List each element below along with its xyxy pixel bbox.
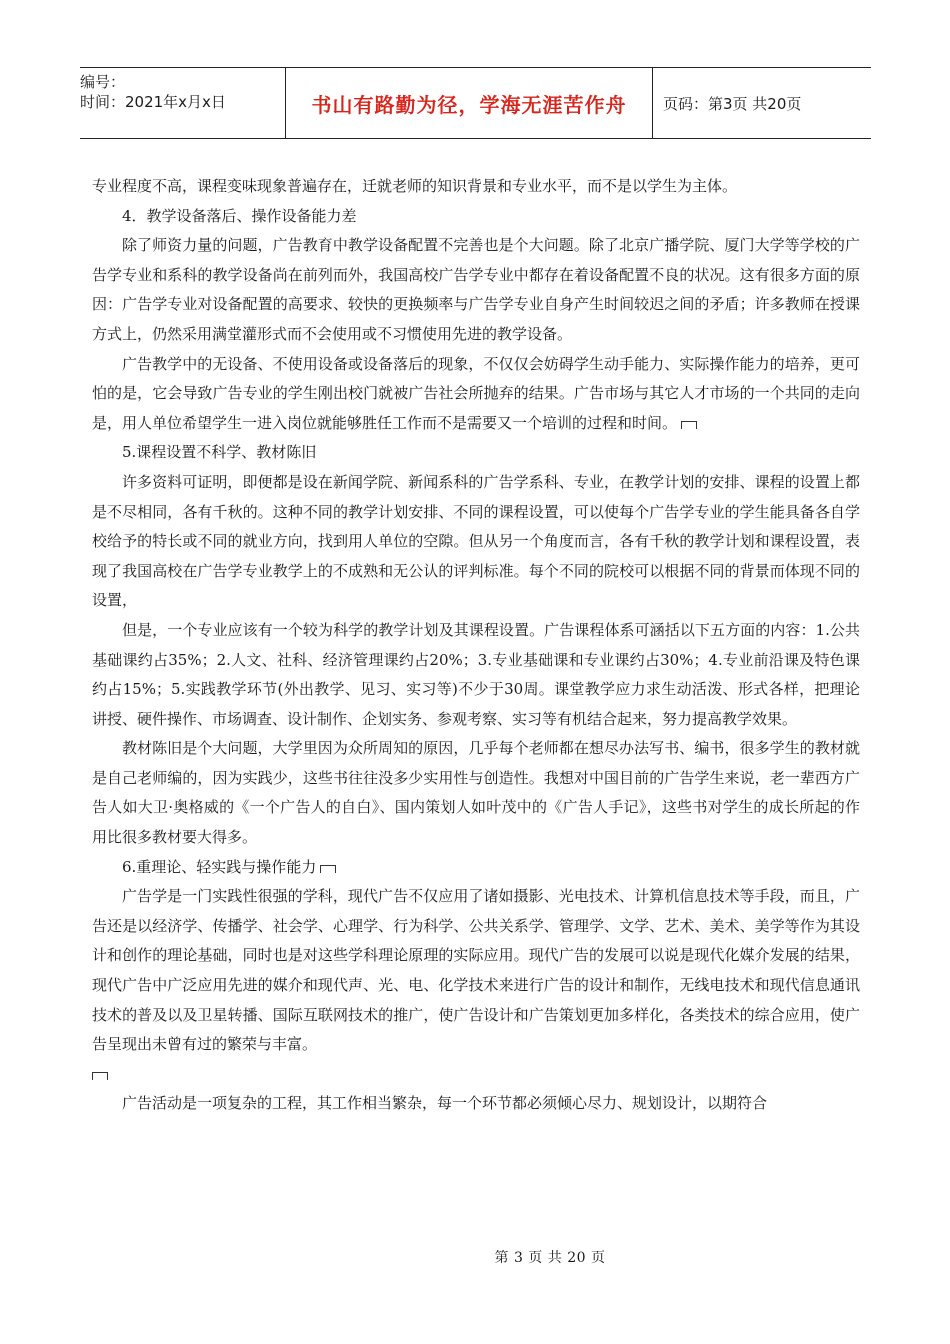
- header-meta: [80, 68, 285, 138]
- header-page-info: [653, 68, 871, 138]
- header-motto: 书山有路勤为径，学海无涯苦作舟: [311, 92, 627, 117]
- footer-page-number: 第 3 页 共 20 页: [494, 1250, 606, 1266]
- paragraph-mark-icon: [92, 1072, 108, 1080]
- paragraph-mark-icon: [681, 421, 697, 429]
- section-heading-text: 6.重理论、轻实践与操作能力: [122, 857, 317, 876]
- paragraph-text: 广告教学中的无设备、不使用设备或设备落后的现象，不仅仅会妨碍学生动手能力、实际操作能力的培养，更可怕的是，它会导致广告专业的学生刚出校门就被广告社会所抛弃的结果。广告市场与其它人才市场的一个共同的走向是，用人单位希望学生一进入岗位就能够胜任工作而不是需要又一个培训的过程和时间。: [92, 354, 860, 432]
- header-page-label: 页码：第3页 共20页: [663, 94, 802, 113]
- paragraph: 专业程度不高，课程变味现象普遍存在，迁就老师的知识背景和专业水平，而不是以学生为主体。: [92, 177, 738, 195]
- paragraph-with-mark: [92, 350, 860, 439]
- paragraph: 教材陈旧是个大问题，大学里因为众所周知的原因，几乎每个老师都在想尽办法写书、编书，很多学生的教材就是自己老师编的，因为实践少，这些书往往没多少实用性与创造性。我想对中国目前的广告学生来说，老一辈西方广告人如大卫·奥格威的《一个广告人的自白》、国内策划人如叶茂中的《广告人手记》，这些书对学生的成长所起的作用比很多教材要大得多。: [92, 739, 860, 847]
- paragraph-mark-icon: [320, 865, 336, 873]
- section-heading-with-mark: [92, 853, 860, 883]
- document-body: [92, 172, 860, 1119]
- document-number-label: 编号：: [80, 73, 126, 91]
- paragraph: 但是，一个专业应该有一个较为科学的教学计划及其课程设置。广告课程体系可涵括以下五方面的内容：1.公共基础课约占35%；2.人文、社科、经济管理课约占20%；3.专业基础课和专业课约占30%；4.专业前沿课及特色课约占15%；5.实践教学环节(外出教学、见习、实习等)不少于30周。课堂教学应力求生动活泼、形式各样，把理论讲授、硬件操作、市场调查、设计制作、企划实务、参观考察、实习等有机结合起来，努力提高教学效果。: [92, 620, 860, 728]
- paragraph: 除了师资力量的问题，广告教育中教学设备配置不完善也是个大问题。除了北京广播学院、厦门大学等学校的广告学专业和系科的教学设备尚在前列而外，我国高校广告学专业中都存在着设备配置不良的状况。这有很多方面的原因：广告学专业对设备配置的高要求、较快的更换频率与广告学专业自身产生时间较迟之间的矛盾；许多教师在授课方式上，仍然采用满堂灌形式而不会使用或不习惯使用先进的教学设备。: [92, 236, 860, 343]
- page-header: [80, 67, 871, 139]
- paragraph: 广告学是一门实践性很强的学科，现代广告不仅应用了诸如摄影、光电技术、计算机信息技术等手段，而且，广告还是以经济学、传播学、社会学、心理学、行为科学、公共关系学、管理学、文学、艺术、美术、美学等作为其设计和创作的理论基础，同时也是对这些学科理论原理的实际应用。现代广告的发展可以说是现代化媒介发展的结果，现代广告中广泛应用先进的媒介和现代声、光、电、化学技术来进行广告的设计和制作，无线电技术和现代信息通讯技术的普及以及卫星转播、国际互联网技术的推广，使广告设计和广告策划更加多样化，各类技术的综合应用，使广告呈现出未曾有过的繁荣与丰富。: [92, 887, 860, 1054]
- section-heading: 4．教学设备落后、操作设备能力差: [122, 206, 357, 225]
- section-heading: 5.课程设置不科学、教材陈旧: [122, 443, 317, 462]
- page-footer: [0, 1247, 950, 1267]
- header-motto-cell: [285, 68, 653, 138]
- empty-line-mark: [92, 1060, 860, 1090]
- paragraph: 许多资料可证明，即便都是设在新闻学院、新闻系科的广告学系科、专业，在教学计划的安排、课程的设置上都是不尽相同，各有千秋的。这种不同的教学计划安排、不同的课程设置，可以使每个广告学专业的学生能具备各自学校给予的特长或不同的就业方向，找到用人单位的空隙。但从另一个角度而言，各有千秋的教学计划和课程设置，表现了我国高校在广告学专业教学上的不成熟和无公认的评判标准。每个不同的院校可以根据不同的背景而体现不同的设置，: [92, 472, 860, 610]
- paragraph: 广告活动是一项复杂的工程，其工作相当繁杂，每一个环节都必须倾心尽力、规划设计，以期符合: [122, 1094, 768, 1113]
- document-date-label: 时间：2021年x月x日: [80, 93, 226, 111]
